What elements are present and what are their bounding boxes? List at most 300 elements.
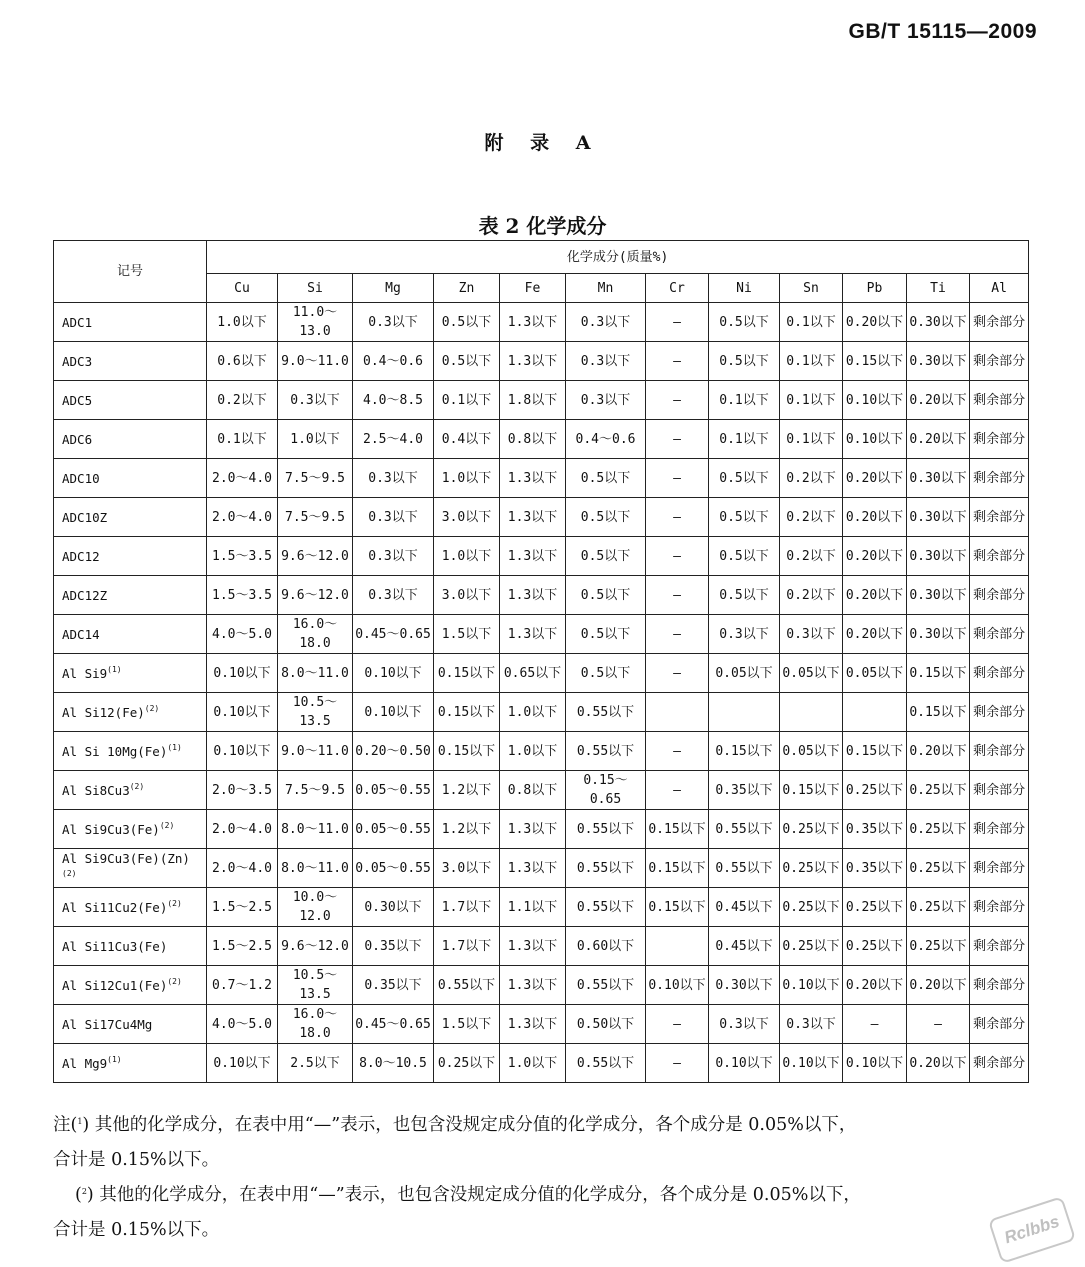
cell-ti: 0.25以下 (907, 771, 970, 810)
table-row (54, 381, 1029, 420)
element-header-al: Al (970, 274, 1029, 303)
footnote-mark: (2) (167, 976, 182, 986)
cell-zn: 1.2以下 (434, 771, 500, 810)
alloy-code: ADC12Z (54, 576, 207, 615)
cell-pb: 0.35以下 (843, 849, 907, 888)
cell-si: 9.0～11.0 (278, 732, 353, 771)
cell-ni: 0.5以下 (709, 303, 780, 342)
composition-group-header: 化学成分(质量%) (207, 241, 1029, 274)
cell-fe: 1.3以下 (500, 498, 566, 537)
cell-cu: 1.5～2.5 (207, 927, 278, 966)
cell-al: 剩余部分 (970, 459, 1029, 498)
cell-ni: 0.3以下 (709, 1005, 780, 1044)
cell-pb: 0.15以下 (843, 732, 907, 771)
cell-mg: 0.3以下 (353, 537, 434, 576)
element-header-sn: Sn (780, 274, 843, 303)
cell-mg: 0.10以下 (353, 693, 434, 732)
cell-ni: 0.35以下 (709, 771, 780, 810)
cell-al: 剩余部分 (970, 342, 1029, 381)
footnote-mark: (2) (129, 781, 145, 791)
cell-cr: — (646, 381, 709, 420)
footnote-mark: (1) (107, 664, 122, 674)
cell-mn: 0.55以下 (566, 693, 646, 732)
cell-cr: 0.15以下 (646, 849, 709, 888)
cell-si: 8.0～11.0 (278, 654, 353, 693)
cell-sn: 0.1以下 (780, 420, 843, 459)
element-header-cr: Cr (646, 274, 709, 303)
cell-mg: 0.05～0.55 (353, 849, 434, 888)
cell-pb: 0.10以下 (843, 420, 907, 459)
cell-sn: 0.25以下 (780, 927, 843, 966)
table-row (54, 927, 1029, 966)
cell-cu: 0.2以下 (207, 381, 278, 420)
cell-si: 10.0～12.0 (278, 888, 353, 927)
alloy-code: Al Si8Cu3$^{(2)}$ (54, 771, 207, 810)
cell-zn: 1.0以下 (434, 459, 500, 498)
table-row (54, 966, 1029, 1005)
cell-ti: 0.30以下 (907, 537, 970, 576)
cell-ti: 0.30以下 (907, 498, 970, 537)
cell-ni: 0.1以下 (709, 381, 780, 420)
cell-al: 剩余部分 (970, 927, 1029, 966)
table-row (54, 888, 1029, 927)
cell-mg: 0.35以下 (353, 927, 434, 966)
cell-sn: 0.05以下 (780, 732, 843, 771)
element-header-mn: Mn (566, 274, 646, 303)
table-row (54, 420, 1029, 459)
cell-ti: 0.30以下 (907, 615, 970, 654)
cell-cr: — (646, 654, 709, 693)
cell-fe: 1.1以下 (500, 888, 566, 927)
cell-si: 7.5～9.5 (278, 771, 353, 810)
alloy-code: Al Si11Cu3(Fe) (54, 927, 207, 966)
cell-fe: 1.3以下 (500, 459, 566, 498)
cell-zn: 1.0以下 (434, 537, 500, 576)
element-header-zn: Zn (434, 274, 500, 303)
cell-mg: 0.35以下 (353, 966, 434, 1005)
element-header-mg: Mg (353, 274, 434, 303)
cell-mn: 0.55以下 (566, 732, 646, 771)
footnote-mark: (2) (144, 703, 160, 713)
cell-fe: 0.65以下 (500, 654, 566, 693)
cell-zn: 0.55以下 (434, 966, 500, 1005)
cell-fe: 1.3以下 (500, 342, 566, 381)
cell-zn: 0.5以下 (434, 303, 500, 342)
cell-si: 10.5～13.5 (278, 693, 353, 732)
alloy-code: ADC1 (54, 303, 207, 342)
cell-fe: 1.0以下 (500, 732, 566, 771)
cell-pb: 0.20以下 (843, 459, 907, 498)
cell-mg: 2.5～4.0 (353, 420, 434, 459)
cell-mg: 0.05～0.55 (353, 771, 434, 810)
cell-ti: 0.25以下 (907, 849, 970, 888)
cell-zn: 1.7以下 (434, 888, 500, 927)
cell-al: 剩余部分 (970, 537, 1029, 576)
cell-ni (709, 693, 780, 732)
alloy-code: ADC12 (54, 537, 207, 576)
cell-ni: 0.45以下 (709, 927, 780, 966)
cell-cu: 2.0～3.5 (207, 771, 278, 810)
cell-ni: 0.5以下 (709, 576, 780, 615)
cell-cu: 2.0～4.0 (207, 498, 278, 537)
cell-cr: — (646, 732, 709, 771)
alloy-code: ADC10 (54, 459, 207, 498)
footnote-2: ($^2$) 其他的化学成分，在表中用“—”表示，也包含没规定成分值的化学成分，各个成分是 0.05%以下， (75, 1185, 861, 1205)
element-header-ti: Ti (907, 274, 970, 303)
cell-ti: 0.20以下 (907, 1044, 970, 1083)
cell-ni: 0.5以下 (709, 498, 780, 537)
cell-si: 11.0～13.0 (278, 303, 353, 342)
cell-al: 剩余部分 (970, 420, 1029, 459)
alloy-code: Al Si $10Mg(Fe)^{(1)}$ (54, 732, 207, 771)
cell-mn: 0.3以下 (566, 342, 646, 381)
cell-zn: 0.25以下 (434, 1044, 500, 1083)
cell-cr: — (646, 303, 709, 342)
table-row (54, 537, 1029, 576)
table-title: 表 2 化学成分 (478, 214, 607, 238)
cell-cr: — (646, 537, 709, 576)
cell-sn: 0.10以下 (780, 1044, 843, 1083)
cell-cr: — (646, 498, 709, 537)
cell-sn: 0.05以下 (780, 654, 843, 693)
table-row (54, 615, 1029, 654)
cell-si: 10.5～13.5 (278, 966, 353, 1005)
footnote-mark: (2) (62, 869, 77, 878)
cell-mg: 0.20～0.50 (353, 732, 434, 771)
table-row (54, 576, 1029, 615)
cell-sn: 0.2以下 (780, 537, 843, 576)
cell-zn: 0.5以下 (434, 342, 500, 381)
cell-ti: 0.25以下 (907, 888, 970, 927)
cell-zn: 0.4以下 (434, 420, 500, 459)
cell-al: 剩余部分 (970, 849, 1029, 888)
cell-fe: 1.0以下 (500, 693, 566, 732)
cell-al: 剩余部分 (970, 810, 1029, 849)
cell-ti: 0.20以下 (907, 966, 970, 1005)
alloy-code: ADC14 (54, 615, 207, 654)
appendix-title: 附 录 A (484, 132, 601, 154)
cell-fe: 1.0以下 (500, 1044, 566, 1083)
cell-ti: 0.20以下 (907, 381, 970, 420)
cell-pb: 0.25以下 (843, 888, 907, 927)
cell-pb: 0.20以下 (843, 537, 907, 576)
table-row (54, 849, 1029, 888)
cell-mn: 0.55以下 (566, 966, 646, 1005)
table-row (54, 810, 1029, 849)
table-row (54, 459, 1029, 498)
cell-zn: 1.2以下 (434, 810, 500, 849)
cell-cr: — (646, 771, 709, 810)
cell-ni: 0.3以下 (709, 615, 780, 654)
cell-si: 7.5～9.5 (278, 498, 353, 537)
cell-zn: 0.15以下 (434, 654, 500, 693)
cell-mg: 0.4～0.6 (353, 342, 434, 381)
cell-fe: 1.3以下 (500, 810, 566, 849)
cell-mn: 0.5以下 (566, 654, 646, 693)
cell-mg: 0.05～0.55 (353, 810, 434, 849)
alloy-code: ADC3 (54, 342, 207, 381)
cell-mg: 0.3以下 (353, 459, 434, 498)
cell-cr (646, 693, 709, 732)
cell-ti: 0.15以下 (907, 654, 970, 693)
cell-sn: 0.2以下 (780, 498, 843, 537)
cell-al: 剩余部分 (970, 498, 1029, 537)
cell-al: 剩余部分 (970, 888, 1029, 927)
cell-ti: 0.30以下 (907, 303, 970, 342)
cell-fe: 1.3以下 (500, 537, 566, 576)
cell-si: 9.6～12.0 (278, 537, 353, 576)
watermark-logo: Rclbbs (988, 1196, 1076, 1264)
cell-al: 剩余部分 (970, 1005, 1029, 1044)
cell-mn: 0.60以下 (566, 927, 646, 966)
cell-zn: 1.5以下 (434, 1005, 500, 1044)
cell-sn: 0.25以下 (780, 849, 843, 888)
cell-fe: 1.3以下 (500, 576, 566, 615)
cell-cu: 4.0～5.0 (207, 1005, 278, 1044)
cell-cu: 1.5～3.5 (207, 576, 278, 615)
cell-pb (843, 693, 907, 732)
cell-mn: 0.5以下 (566, 537, 646, 576)
alloy-code: Al Si9$^{(1)}$ (54, 654, 207, 693)
cell-al: 剩余部分 (970, 381, 1029, 420)
cell-mn: 0.5以下 (566, 576, 646, 615)
alloy-code: Al $Si9Cu3(Fe)(Zn)^{(2)}$ (54, 849, 207, 888)
cell-al: 剩余部分 (970, 303, 1029, 342)
cell-cr: 0.15以下 (646, 888, 709, 927)
cell-al: 剩余部分 (970, 732, 1029, 771)
element-header-si: Si (278, 274, 353, 303)
cell-ni: 0.10以下 (709, 1044, 780, 1083)
cell-fe: 0.8以下 (500, 771, 566, 810)
cell-sn: 0.3以下 (780, 615, 843, 654)
cell-si: 8.0～11.0 (278, 810, 353, 849)
cell-sn: 0.25以下 (780, 888, 843, 927)
table-row (54, 498, 1029, 537)
cell-sn: 0.1以下 (780, 381, 843, 420)
alloy-code: ADC10Z (54, 498, 207, 537)
cell-si: 8.0～11.0 (278, 849, 353, 888)
cell-mn: 0.15～0.65 (566, 771, 646, 810)
cell-mn: 0.5以下 (566, 498, 646, 537)
table-row (54, 303, 1029, 342)
cell-pb: 0.20以下 (843, 576, 907, 615)
cell-zn: 0.15以下 (434, 693, 500, 732)
cell-zn: 3.0以下 (434, 498, 500, 537)
cell-pb: 0.10以下 (843, 381, 907, 420)
cell-mg: 0.45～0.65 (353, 615, 434, 654)
cell-mn: 0.3以下 (566, 303, 646, 342)
cell-zn: 3.0以下 (434, 576, 500, 615)
cell-mg: 0.3以下 (353, 498, 434, 537)
cell-mg: 0.45～0.65 (353, 1005, 434, 1044)
cell-pb: 0.35以下 (843, 810, 907, 849)
cell-si: 0.3以下 (278, 381, 353, 420)
cell-cu: 0.10以下 (207, 1044, 278, 1083)
element-header-fe: Fe (500, 274, 566, 303)
cell-sn: 0.1以下 (780, 303, 843, 342)
footnote-mark: (1) (107, 1054, 122, 1064)
cell-sn: 0.3以下 (780, 1005, 843, 1044)
cell-cu: 1.5～3.5 (207, 537, 278, 576)
cell-cu: 0.6以下 (207, 342, 278, 381)
cell-cr: — (646, 342, 709, 381)
cell-si: 16.0～18.0 (278, 1005, 353, 1044)
footnotes (53, 1108, 1038, 1248)
cell-si: 9.6～12.0 (278, 576, 353, 615)
cell-cu: 0.7～1.2 (207, 966, 278, 1005)
cell-fe: 1.3以下 (500, 927, 566, 966)
alloy-code: ADC6 (54, 420, 207, 459)
cell-si: 7.5～9.5 (278, 459, 353, 498)
cell-zn: 1.7以下 (434, 927, 500, 966)
cell-pb: 0.05以下 (843, 654, 907, 693)
cell-si: 16.0～18.0 (278, 615, 353, 654)
cell-cu: 2.0～4.0 (207, 459, 278, 498)
cell-ni: 0.45以下 (709, 888, 780, 927)
cell-si: 2.5以下 (278, 1044, 353, 1083)
cell-si: 9.0～11.0 (278, 342, 353, 381)
cell-ni: 0.15以下 (709, 732, 780, 771)
cell-mn: 0.55以下 (566, 849, 646, 888)
footnote-mark: (2) (159, 820, 175, 830)
cell-ni: 0.55以下 (709, 849, 780, 888)
table-body (54, 303, 1029, 1083)
cell-al: 剩余部分 (970, 966, 1029, 1005)
cell-mn: 0.5以下 (566, 459, 646, 498)
cell-al: 剩余部分 (970, 693, 1029, 732)
cell-pb: 0.25以下 (843, 771, 907, 810)
footnote-1-cont: 合计是 0.15%以下。 (53, 1150, 220, 1170)
cell-fe: 1.8以下 (500, 381, 566, 420)
cell-cu: 1.5～2.5 (207, 888, 278, 927)
cell-mg: 0.3以下 (353, 303, 434, 342)
cell-mn: 0.55以下 (566, 810, 646, 849)
cell-sn: 0.25以下 (780, 810, 843, 849)
cell-cu: 0.10以下 (207, 693, 278, 732)
table-row (54, 771, 1029, 810)
cell-ni: 0.05以下 (709, 654, 780, 693)
table-row (54, 732, 1029, 771)
cell-mn: 0.55以下 (566, 1044, 646, 1083)
cell-mn: 0.3以下 (566, 381, 646, 420)
table-row (54, 1044, 1029, 1083)
cell-al: 剩余部分 (970, 654, 1029, 693)
cell-ti: 0.20以下 (907, 732, 970, 771)
alloy-code: Al $Si11Cu2(Fe)^{(2)}$ (54, 888, 207, 927)
cell-pb: 0.20以下 (843, 303, 907, 342)
cell-ni: 0.5以下 (709, 342, 780, 381)
table-row (54, 654, 1029, 693)
cell-sn: 0.2以下 (780, 459, 843, 498)
cell-cu: 0.10以下 (207, 732, 278, 771)
cell-ti: 0.25以下 (907, 927, 970, 966)
cell-mn: 0.55以下 (566, 888, 646, 927)
cell-pb: 0.20以下 (843, 966, 907, 1005)
cell-ti: 0.30以下 (907, 342, 970, 381)
cell-sn (780, 693, 843, 732)
cell-cr: 0.10以下 (646, 966, 709, 1005)
cell-cr: 0.15以下 (646, 810, 709, 849)
cell-mn: 0.5以下 (566, 615, 646, 654)
cell-ni: 0.30以下 (709, 966, 780, 1005)
cell-zn: 0.1以下 (434, 381, 500, 420)
cell-fe: 1.3以下 (500, 966, 566, 1005)
cell-zn: 0.15以下 (434, 732, 500, 771)
cell-pb: 0.20以下 (843, 615, 907, 654)
element-header-cu: Cu (207, 274, 278, 303)
cell-fe: 0.8以下 (500, 420, 566, 459)
cell-pb: 0.25以下 (843, 927, 907, 966)
cell-cr: — (646, 1005, 709, 1044)
standard-code: GB/T 15115—2009 (848, 20, 1037, 43)
table-row (54, 342, 1029, 381)
cell-ti: 0.30以下 (907, 459, 970, 498)
alloy-code: Al $Si12Cu1(Fe)^{(2)}$ (54, 966, 207, 1005)
footnote-mark: (1) (167, 742, 182, 752)
alloy-code: ADC5 (54, 381, 207, 420)
alloy-code: Al Si17Cu4Mg (54, 1005, 207, 1044)
cell-mg: 0.30以下 (353, 888, 434, 927)
cell-fe: 1.3以下 (500, 615, 566, 654)
cell-al: 剩余部分 (970, 576, 1029, 615)
cell-ti: 0.25以下 (907, 810, 970, 849)
cell-ni: 0.5以下 (709, 537, 780, 576)
cell-sn: 0.1以下 (780, 342, 843, 381)
cell-mg: 0.10以下 (353, 654, 434, 693)
cell-cu: 0.10以下 (207, 654, 278, 693)
cell-cr: — (646, 615, 709, 654)
cell-cr: — (646, 576, 709, 615)
cell-fe: 1.3以下 (500, 1005, 566, 1044)
cell-ni: 0.55以下 (709, 810, 780, 849)
cell-ni: 0.1以下 (709, 420, 780, 459)
cell-mn: 0.50以下 (566, 1005, 646, 1044)
element-header-pb: Pb (843, 274, 907, 303)
cell-al: 剩余部分 (970, 771, 1029, 810)
cell-al: 剩余部分 (970, 615, 1029, 654)
cell-sn: 0.10以下 (780, 966, 843, 1005)
cell-mg: 0.3以下 (353, 576, 434, 615)
alloy-code: Al Mg9$^{(1)}$ (54, 1044, 207, 1083)
cell-pb: 0.10以下 (843, 1044, 907, 1083)
cell-ti: 0.30以下 (907, 576, 970, 615)
cell-cu: 2.0～4.0 (207, 810, 278, 849)
cell-mg: 4.0～8.5 (353, 381, 434, 420)
code-column-header: 记号 (54, 241, 207, 303)
cell-cu: 1.0以下 (207, 303, 278, 342)
cell-pb: — (843, 1005, 907, 1044)
cell-pb: 0.15以下 (843, 342, 907, 381)
alloy-code: Al $Si9Cu3(Fe)^{(2)}$ (54, 810, 207, 849)
cell-ti: 0.15以下 (907, 693, 970, 732)
cell-cr: — (646, 1044, 709, 1083)
footnote-2-cont: 合计是 0.15%以下。 (53, 1220, 220, 1240)
cell-cu: 2.0～4.0 (207, 849, 278, 888)
cell-si: 1.0以下 (278, 420, 353, 459)
cell-pb: 0.20以下 (843, 498, 907, 537)
cell-cu: 4.0～5.0 (207, 615, 278, 654)
cell-ti: — (907, 1005, 970, 1044)
alloy-code: Al $Si12(Fe)^{(2)}$ (54, 693, 207, 732)
cell-cr: — (646, 459, 709, 498)
composition-table (53, 240, 1029, 1083)
table-row (54, 693, 1029, 732)
cell-ni: 0.5以下 (709, 459, 780, 498)
footnote-mark: (2) (167, 898, 182, 908)
cell-si: 9.6～12.0 (278, 927, 353, 966)
cell-cu: 0.1以下 (207, 420, 278, 459)
cell-cr: — (646, 420, 709, 459)
